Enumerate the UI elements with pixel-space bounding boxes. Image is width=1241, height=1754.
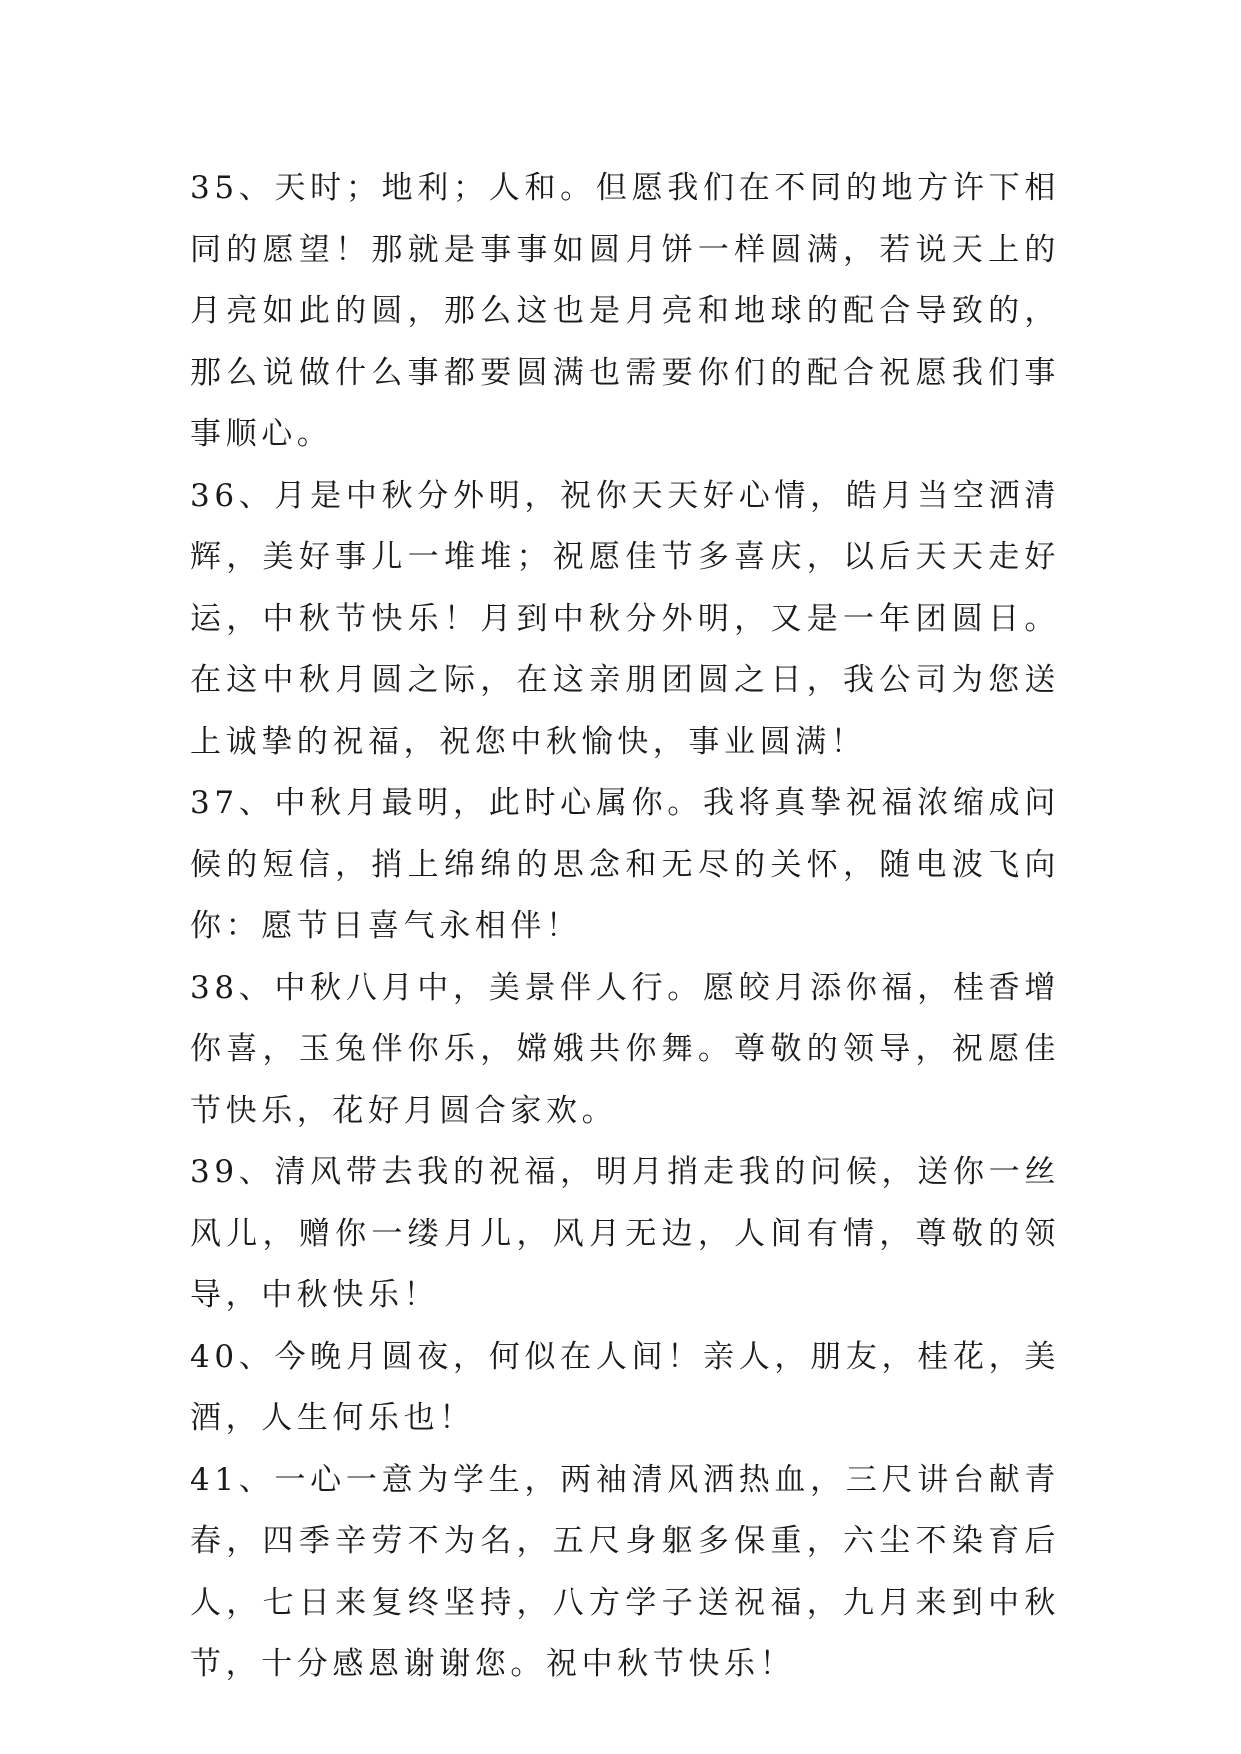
paragraph-40: 40、今晚月圆夜，何似在人间！亲人，朋友，桂花，美酒，人生何乐也！ xyxy=(190,1338,1060,1436)
paragraph-41: 41、一心一意为学生，两袖清风洒热血，三尺讲台献青春，四季辛劳不为名，五尺身躯多保重，六尘不染育后人，七日来复终坚持，八方学子送祝福，九月来到中秋节，十分感恩谢谢您。祝中秋节快乐！ xyxy=(190,1461,1060,1682)
paragraph-35: 35、天时；地利；人和。但愿我们在不同的地方许下相同的愿望！那就是事事如圆月饼一样圆满，若说天上的月亮如此的圆，那么这也是月亮和地球的配合导致的，那么说做什么事都要圆满也需要你们的配合祝愿我们事事顺心。 xyxy=(190,170,1060,452)
paragraph-36: 36、月是中秋分外明，祝你天天好心情，皓月当空洒清辉，美好事儿一堆堆；祝愿佳节多喜庆，以后天天走好运，中秋节快乐！月到中秋分外明，又是一年团圆日。在这中秋月圆之际，在这亲朋团圆之日，我公司为您送上诚挚的祝福，祝您中秋愉快，事业圆满！ xyxy=(190,477,1060,760)
paragraph-37: 37、中秋月最明，此时心属你。我将真挚祝福浓缩成问候的短信，捎上绵绵的思念和无尽的关怀，随电波飞向你：愿节日喜气永相伴！ xyxy=(190,785,1060,944)
document-page xyxy=(190,158,1060,1696)
paragraph-38: 38、中秋八月中，美景伴人行。愿皎月添你福，桂香增你喜，玉兔伴你乐，嫦娥共你舞。尊敬的领导，祝愿佳节快乐，花好月圆合家欢。 xyxy=(190,969,1060,1129)
paragraph-39: 39、清风带去我的祝福，明月捎走我的问候，送你一丝风儿，赠你一缕月儿，风月无边，人间有情，尊敬的领导，中秋快乐！ xyxy=(190,1154,1060,1313)
